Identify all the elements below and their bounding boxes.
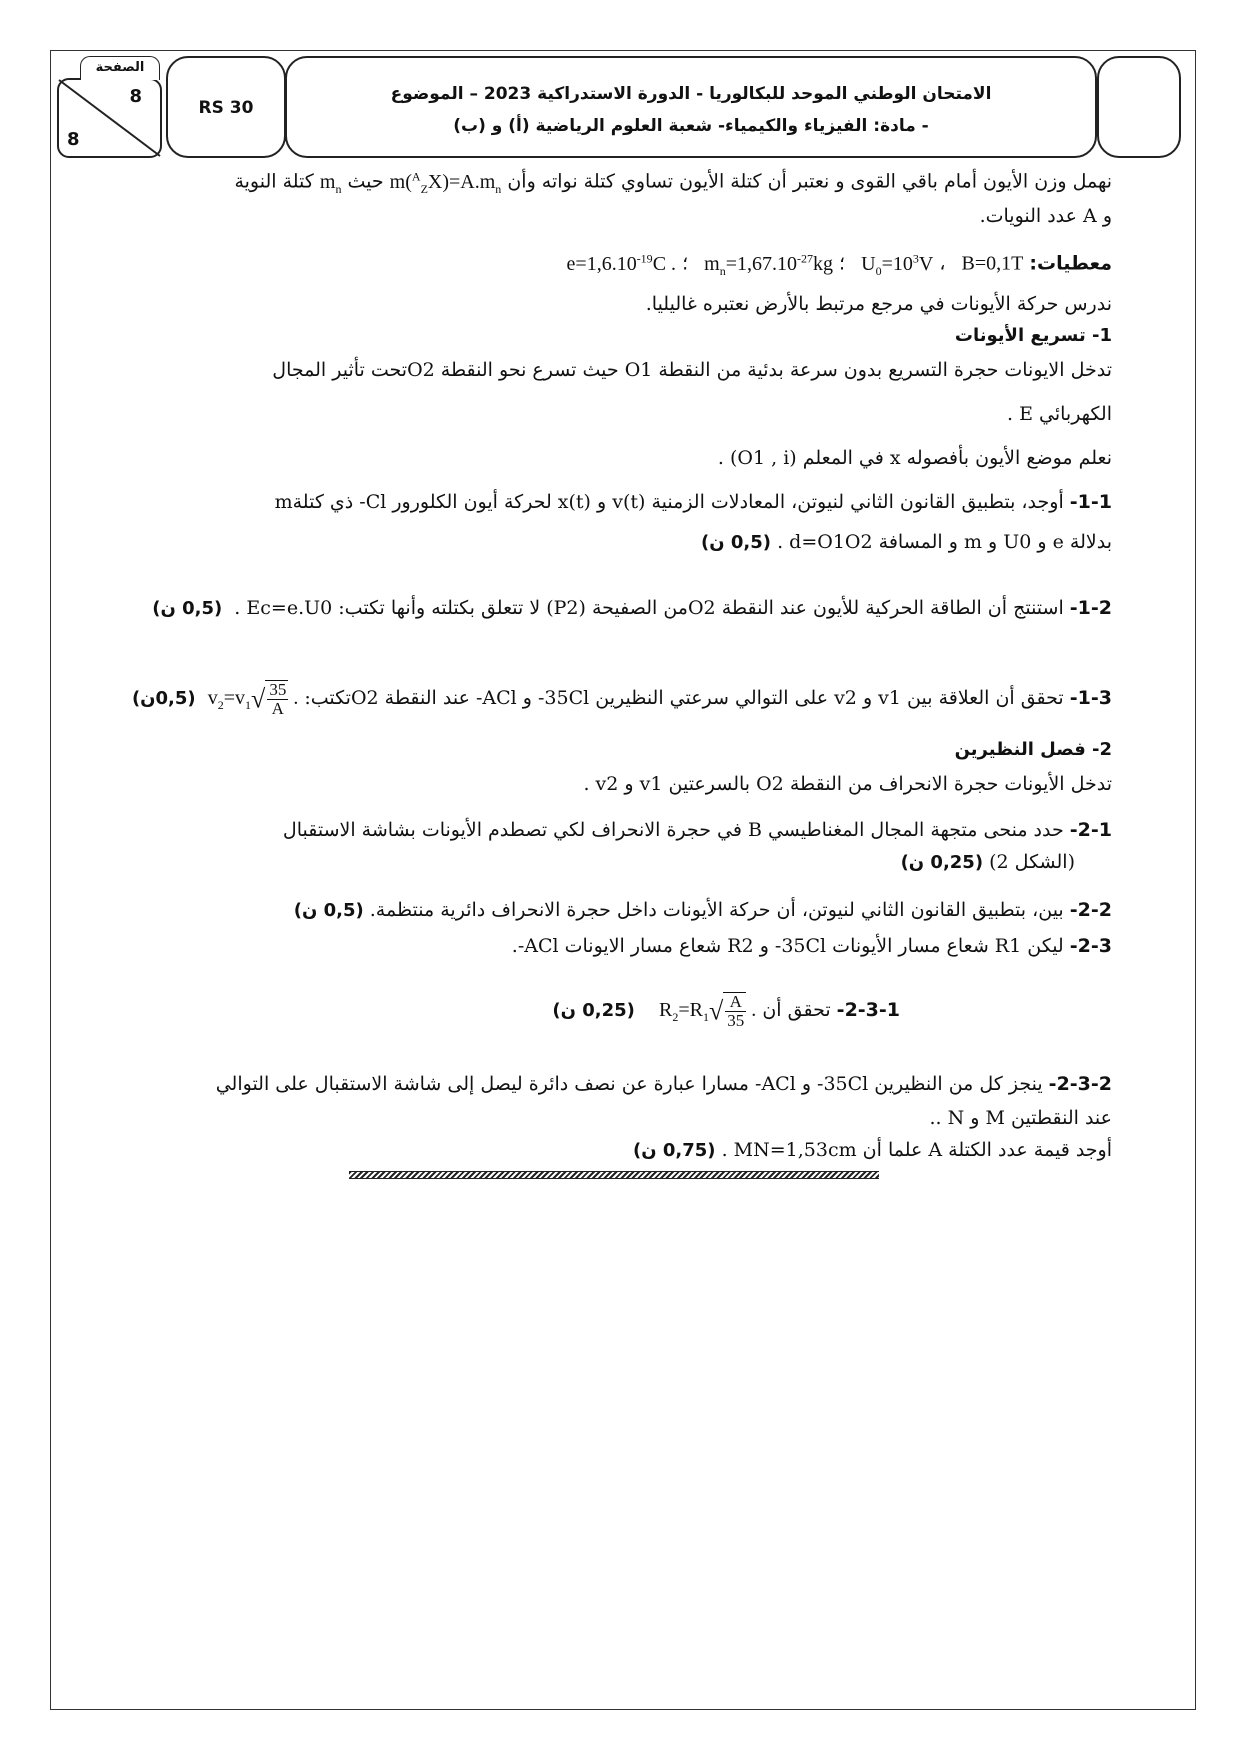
part2-title: 2- فصل النظيرين <box>954 739 1112 760</box>
q11-line <box>275 488 1112 516</box>
q12-points: (0,5 ن) <box>152 598 223 619</box>
part1-title: 1- تسريع الأيونات <box>954 325 1112 346</box>
given-B: B=0,1T <box>951 252 1024 275</box>
q13-text: تحقق أن العلاقة بين v1 و v2 على التوالي سرعتي النظيرين 35Cl- و ACl- عند النقطة O2تكتب: <box>304 687 1064 710</box>
q231-formula: $R_2=R_1√$ $\frac{A}{35}$ . <box>659 992 757 1030</box>
exam-code: RS 30 <box>198 98 254 118</box>
q231-number: 2-3-1- <box>836 999 900 1022</box>
end-divider <box>349 1171 879 1179</box>
q231-text: تحقق أن <box>762 999 831 1022</box>
q21-figure-ref: (الشكل 2) <box>989 851 1075 873</box>
q232-line <box>216 1070 1112 1098</box>
q11-number: 1-1- <box>1069 491 1112 513</box>
q12-line <box>152 594 1112 623</box>
q21-text: حدد منحى متجهة المجال المغناطيسي B في حجرة الانحراف لكي تصطدم الأيونات بشاشة الاستقبال <box>282 819 1064 841</box>
part1-text3: نعلم موضع الأيون بأفصوله x في المعلم (O1 , i) . <box>717 447 1112 469</box>
q13-line <box>132 680 1112 719</box>
q232-text: ينجز كل من النظيرين 35Cl- و ACl- مسارا عبارة عن نصف دائرة ليصل إلى شاشة الاستقبال على التوالي <box>215 1073 1043 1095</box>
q21-line <box>283 816 1112 844</box>
q22-points: (0,5 ن) <box>293 900 364 921</box>
q232-text3: أوجد قيمة عدد الكتلة A علما أن MN=1,53cm . <box>721 1139 1112 1161</box>
intro-text: نهمل وزن الأيون أمام باقي القوى و نعتبر أن كتلة الأيون تساوي كتلة نواته وأن <box>507 170 1112 193</box>
q13-number: 1-3- <box>1069 687 1112 710</box>
intro-line1 <box>234 162 1112 203</box>
q22-line <box>294 896 1112 925</box>
q232-number: 2-3-2- <box>1048 1073 1112 1095</box>
q21-points: (0,25 ن) <box>900 852 984 873</box>
q13-points: (0,5ن) <box>131 688 196 710</box>
intro-formula: $m(^A_ZX)=A.m_n$ <box>389 169 502 196</box>
part1-text2: الكهربائي E . <box>1006 403 1112 425</box>
q12-text: استنتج أن الطاقة الحركية للأيون عند النقطة O2من الصفيحة (P2) لا تتعلق بكتلته وأنها تكتب: Ec=e.U0 . <box>234 597 1064 619</box>
q12-number: 1-2- <box>1069 597 1112 619</box>
exam-title-line2: - مادة: الفيزياء والكيمياء- شعبة العلوم الرياضية (أ) و (ب) <box>453 116 929 136</box>
q11-text: أوجد، بتطبيق القانون الثاني لنيوتن، المعادلات الزمنية v(t) و x(t) لحركة أيون الكلورور Cl- ذي كتلةm <box>274 491 1064 513</box>
q23-line <box>512 932 1112 960</box>
q231-line <box>552 992 900 1031</box>
intro-line2: و A عدد النويات. <box>979 205 1112 227</box>
study-line: ندرس حركة الأيونات في مرجع مرتبط بالأرض نعتبره غاليليا. <box>645 293 1112 315</box>
page-current: 8 <box>129 86 142 107</box>
q11-line2 <box>701 528 1112 557</box>
q232-line3 <box>633 1136 1112 1165</box>
givens-line: معطيات: B=0,1T ، $U_0=10^3V$ ؛ $m_n=1,67.10^{-27}kg$ ؛ $e=1,6.10^{-19}C$ . <box>561 251 1112 278</box>
givens-label: معطيات: <box>1029 252 1112 275</box>
q232-line2: عند النقطتين M و N .. <box>929 1107 1112 1129</box>
given-e: $e=1,6.10^{-19}C$ . <box>561 251 677 275</box>
q21-line2 <box>901 848 1075 877</box>
part1-text1: تدخل الايونات حجرة التسريع بدون سرعة بدئية من النقطة O1 حيث تسرع نحو النقطة O2تحت تأثير المجال <box>272 359 1112 381</box>
given-U0: $U_0=10^3V$ <box>851 251 934 278</box>
q21-number: 2-1- <box>1069 819 1112 841</box>
intro-where: حيث <box>347 170 384 193</box>
page-total: 8 <box>67 129 80 150</box>
q22-number: 2-2- <box>1069 899 1112 921</box>
intro-mn: $m_n$ <box>319 170 342 196</box>
exam-title-line1: الامتحان الوطني الموحد للبكالوريا - الدورة الاستدراكية 2023 – الموضوع <box>390 84 992 104</box>
page-label: الصفحة <box>80 56 160 80</box>
q23-text: ليكن R1 شعاع مسار الأيونات 35Cl- و R2 شعاع مسار الايونات ACl-. <box>511 935 1064 957</box>
q11-text2: بدلالة e و U0 و m و المسافة d=O1O2 . <box>777 531 1112 553</box>
part2-text1: تدخل الأيونات حجرة الانحراف من النقطة O2 بالسرعتين v1 و v2 . <box>583 773 1112 795</box>
q13-formula: $v_2=v_1√$ $\frac{35}{A}$ . <box>207 680 299 718</box>
q23-number: 2-3- <box>1069 935 1112 957</box>
intro-mn-desc: كتلة النوية <box>234 170 314 193</box>
q22-text: بين، بتطبيق القانون الثاني لنيوتن، أن حركة الأيونات داخل حجرة الانحراف دائرية منتظمة. <box>369 899 1064 921</box>
given-mn: $m_n=1,67.10^{-27}kg$ <box>694 251 833 278</box>
q11-points: (0,5 ن) <box>701 532 772 553</box>
q231-points: (0,25 ن) <box>552 1000 635 1022</box>
q232-points: (0,75 ن) <box>633 1140 716 1161</box>
